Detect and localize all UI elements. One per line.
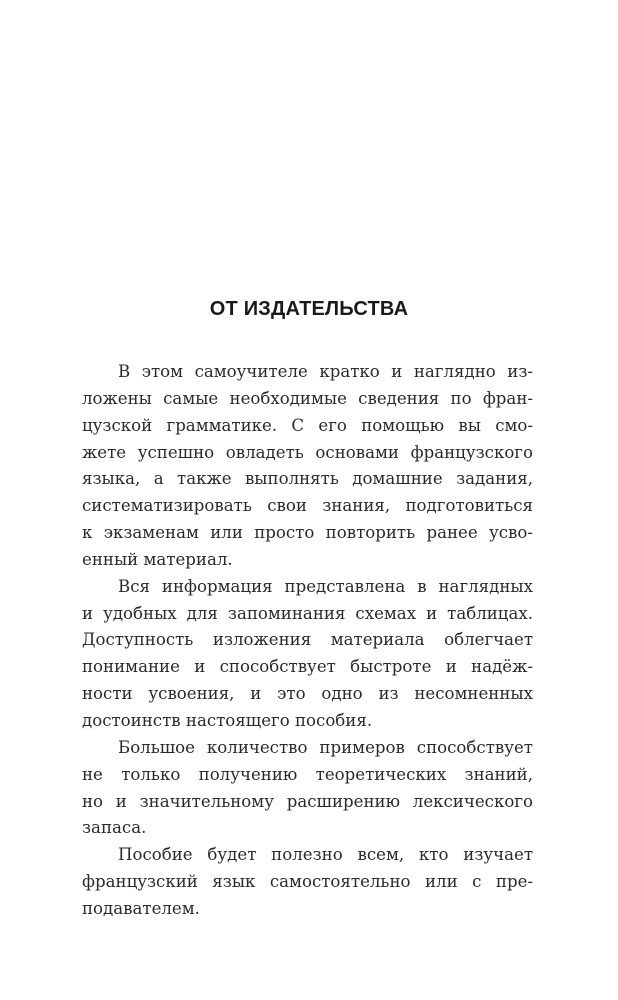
text-line: ложены самые необходимые сведения по фран- [82, 388, 533, 408]
paragraph [82, 842, 533, 923]
text-line: не только получению теоретических знаний, [82, 764, 533, 784]
text-line: жете успешно овладеть основами французского [82, 442, 533, 462]
text-line: подавателем. [82, 898, 200, 918]
text-line: В этом самоучителе кратко и наглядно из- [118, 362, 533, 381]
text-line: енный материал. [82, 549, 233, 569]
text-line: понимание и способствует быстроте и надёж- [82, 657, 533, 677]
text-line: но и значительному расширению лексического [82, 791, 533, 811]
text-line: Вся информация представлена в наглядных [118, 576, 533, 596]
body-text [82, 359, 533, 923]
text-line: цузской грамматике. С его помощью вы смо- [82, 415, 533, 435]
text-line: Доступность изложения материала облегчает [82, 630, 533, 650]
paragraph [82, 359, 533, 574]
text-line: достоинств настоящего пособия. [82, 710, 373, 730]
text-line: ности усвоения, и это одно из несомненных [82, 684, 533, 704]
text-line: и удобных для запоминания схемах и таблицах. [82, 603, 533, 623]
text-line: систематизировать свои знания, подготовиться [82, 496, 533, 516]
text-line: Большое количество примеров способствует [118, 737, 533, 757]
paragraph [82, 574, 533, 735]
text-line: Пособие будет полезно всем, кто изучает [118, 845, 533, 865]
text-line: французский язык самостоятельно или с пре- [82, 872, 533, 892]
page-title: ОТ ИЗДАТЕЛЬСТВА [209, 298, 409, 321]
paragraph [82, 735, 533, 842]
text-line: запаса. [82, 818, 147, 838]
text-line: к экзаменам или просто повторить ранее усво- [82, 523, 533, 543]
text-line: языка, а также выполнять домашние задания, [82, 469, 533, 489]
